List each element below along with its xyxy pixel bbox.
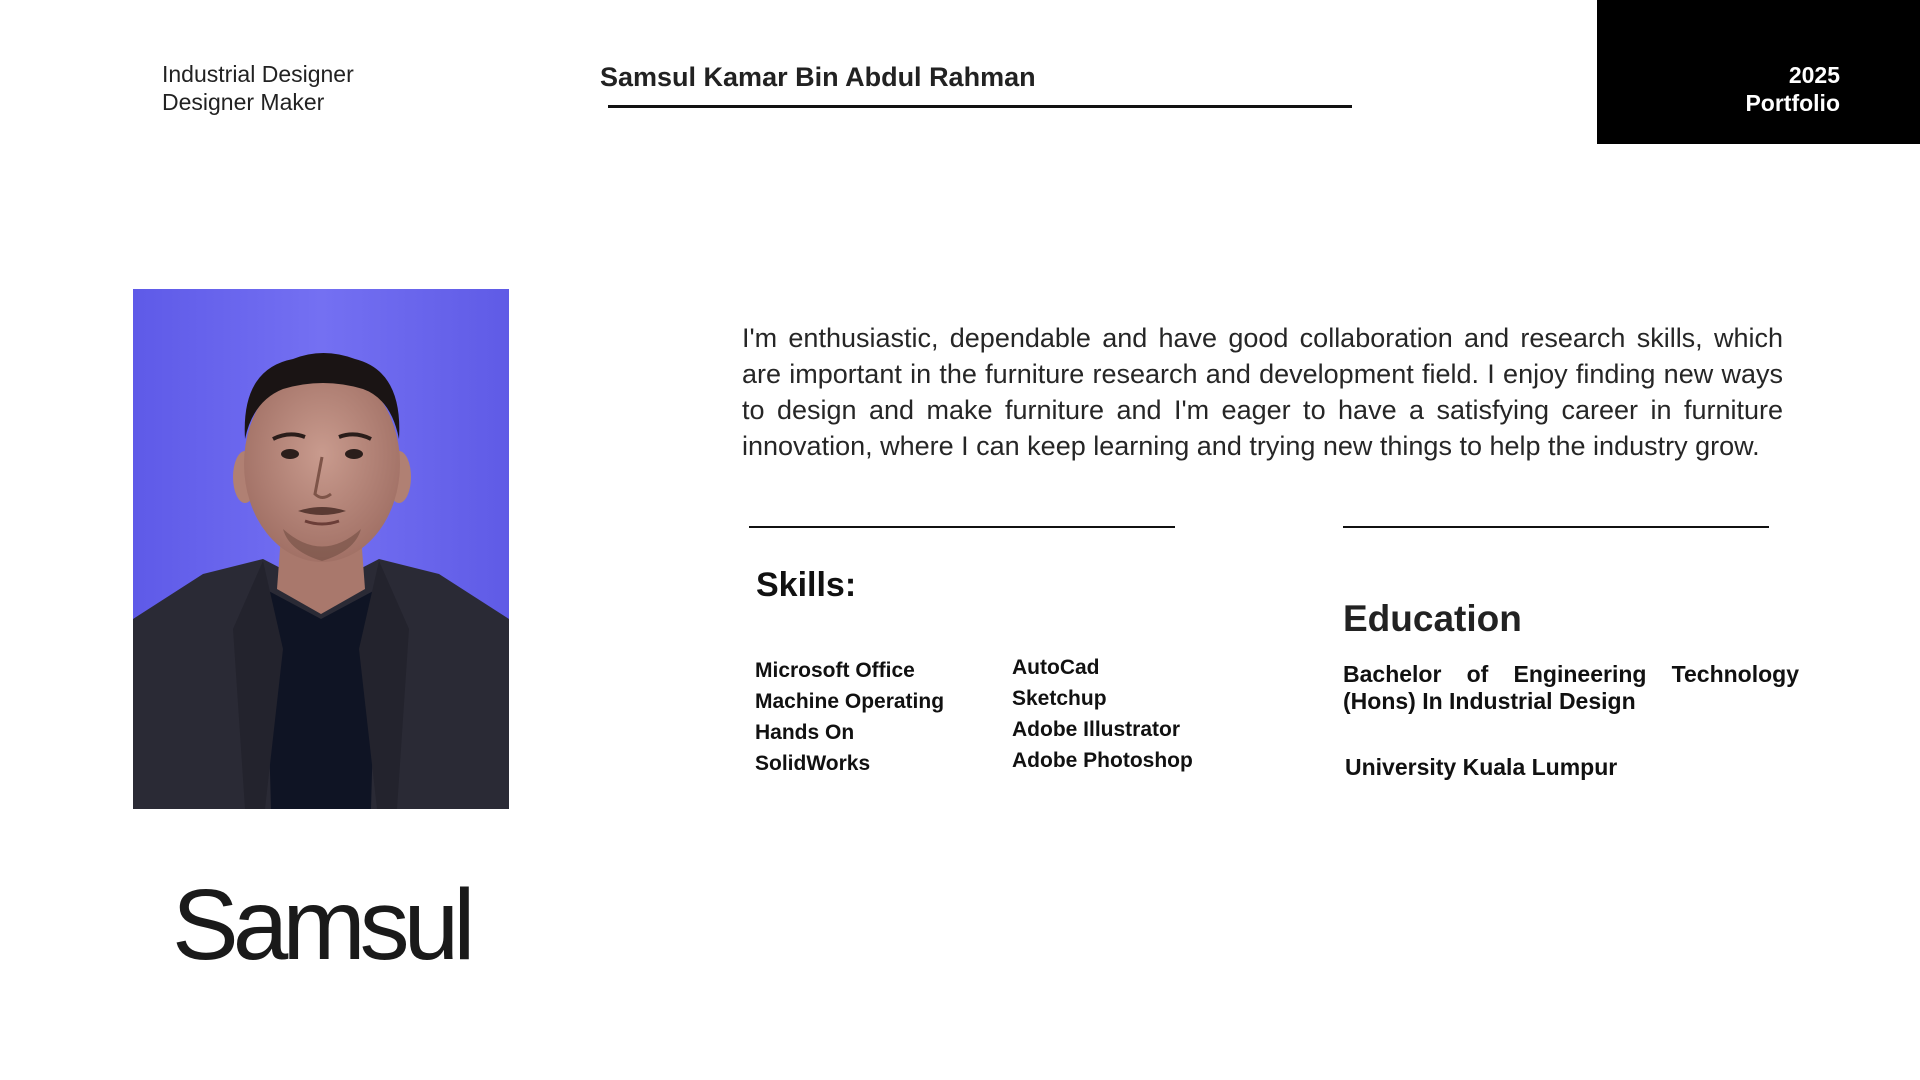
degree-text: Bachelor of Engineering Technology (Hons) In Industrial Design [1343, 661, 1799, 714]
university-name: University Kuala Lumpur [1345, 754, 1618, 780]
portfolio-year-block [1597, 0, 1920, 144]
skill-item: Hands On [755, 721, 855, 744]
role-line: Designer Maker [162, 89, 325, 115]
education-heading: Education [1343, 598, 1522, 639]
skill-item: Sketchup [1012, 687, 1107, 710]
skill-item: Adobe Photoshop [1012, 749, 1193, 772]
skill-item: SolidWorks [755, 752, 871, 775]
title-underline-divider [608, 105, 1352, 108]
skills-heading: Skills: [756, 566, 857, 604]
profile-photo [133, 289, 509, 809]
skill-item: Adobe Illustrator [1012, 718, 1181, 741]
skills-divider [749, 526, 1175, 528]
role-line: Industrial Designer [162, 61, 354, 87]
first-name-display: Samsul [172, 869, 470, 981]
skill-item: Machine Operating [755, 690, 945, 713]
skills-list-right [1012, 652, 1193, 776]
skills-list-left [755, 655, 944, 779]
bio-paragraph: I'm enthusiastic, dependable and have good collaboration and research skills, which are important in the furniture research and development field. I enjoy finding new ways to design and make furniture and I'm eager to have a satisfying career in furniture innovation, where I can keep learning and trying new things to help the industry grow. [742, 323, 1783, 461]
year-label: 2025 [1788, 62, 1840, 88]
portfolio-year-text [1745, 61, 1840, 117]
full-name-title: Samsul Kamar Bin Abdul Rahman [600, 62, 1036, 92]
portfolio-label: Portfolio [1745, 90, 1840, 116]
skill-item: AutoCad [1012, 656, 1100, 679]
role-lines [162, 60, 354, 116]
skill-item: Microsoft Office [755, 659, 915, 682]
education-divider [1343, 526, 1769, 528]
